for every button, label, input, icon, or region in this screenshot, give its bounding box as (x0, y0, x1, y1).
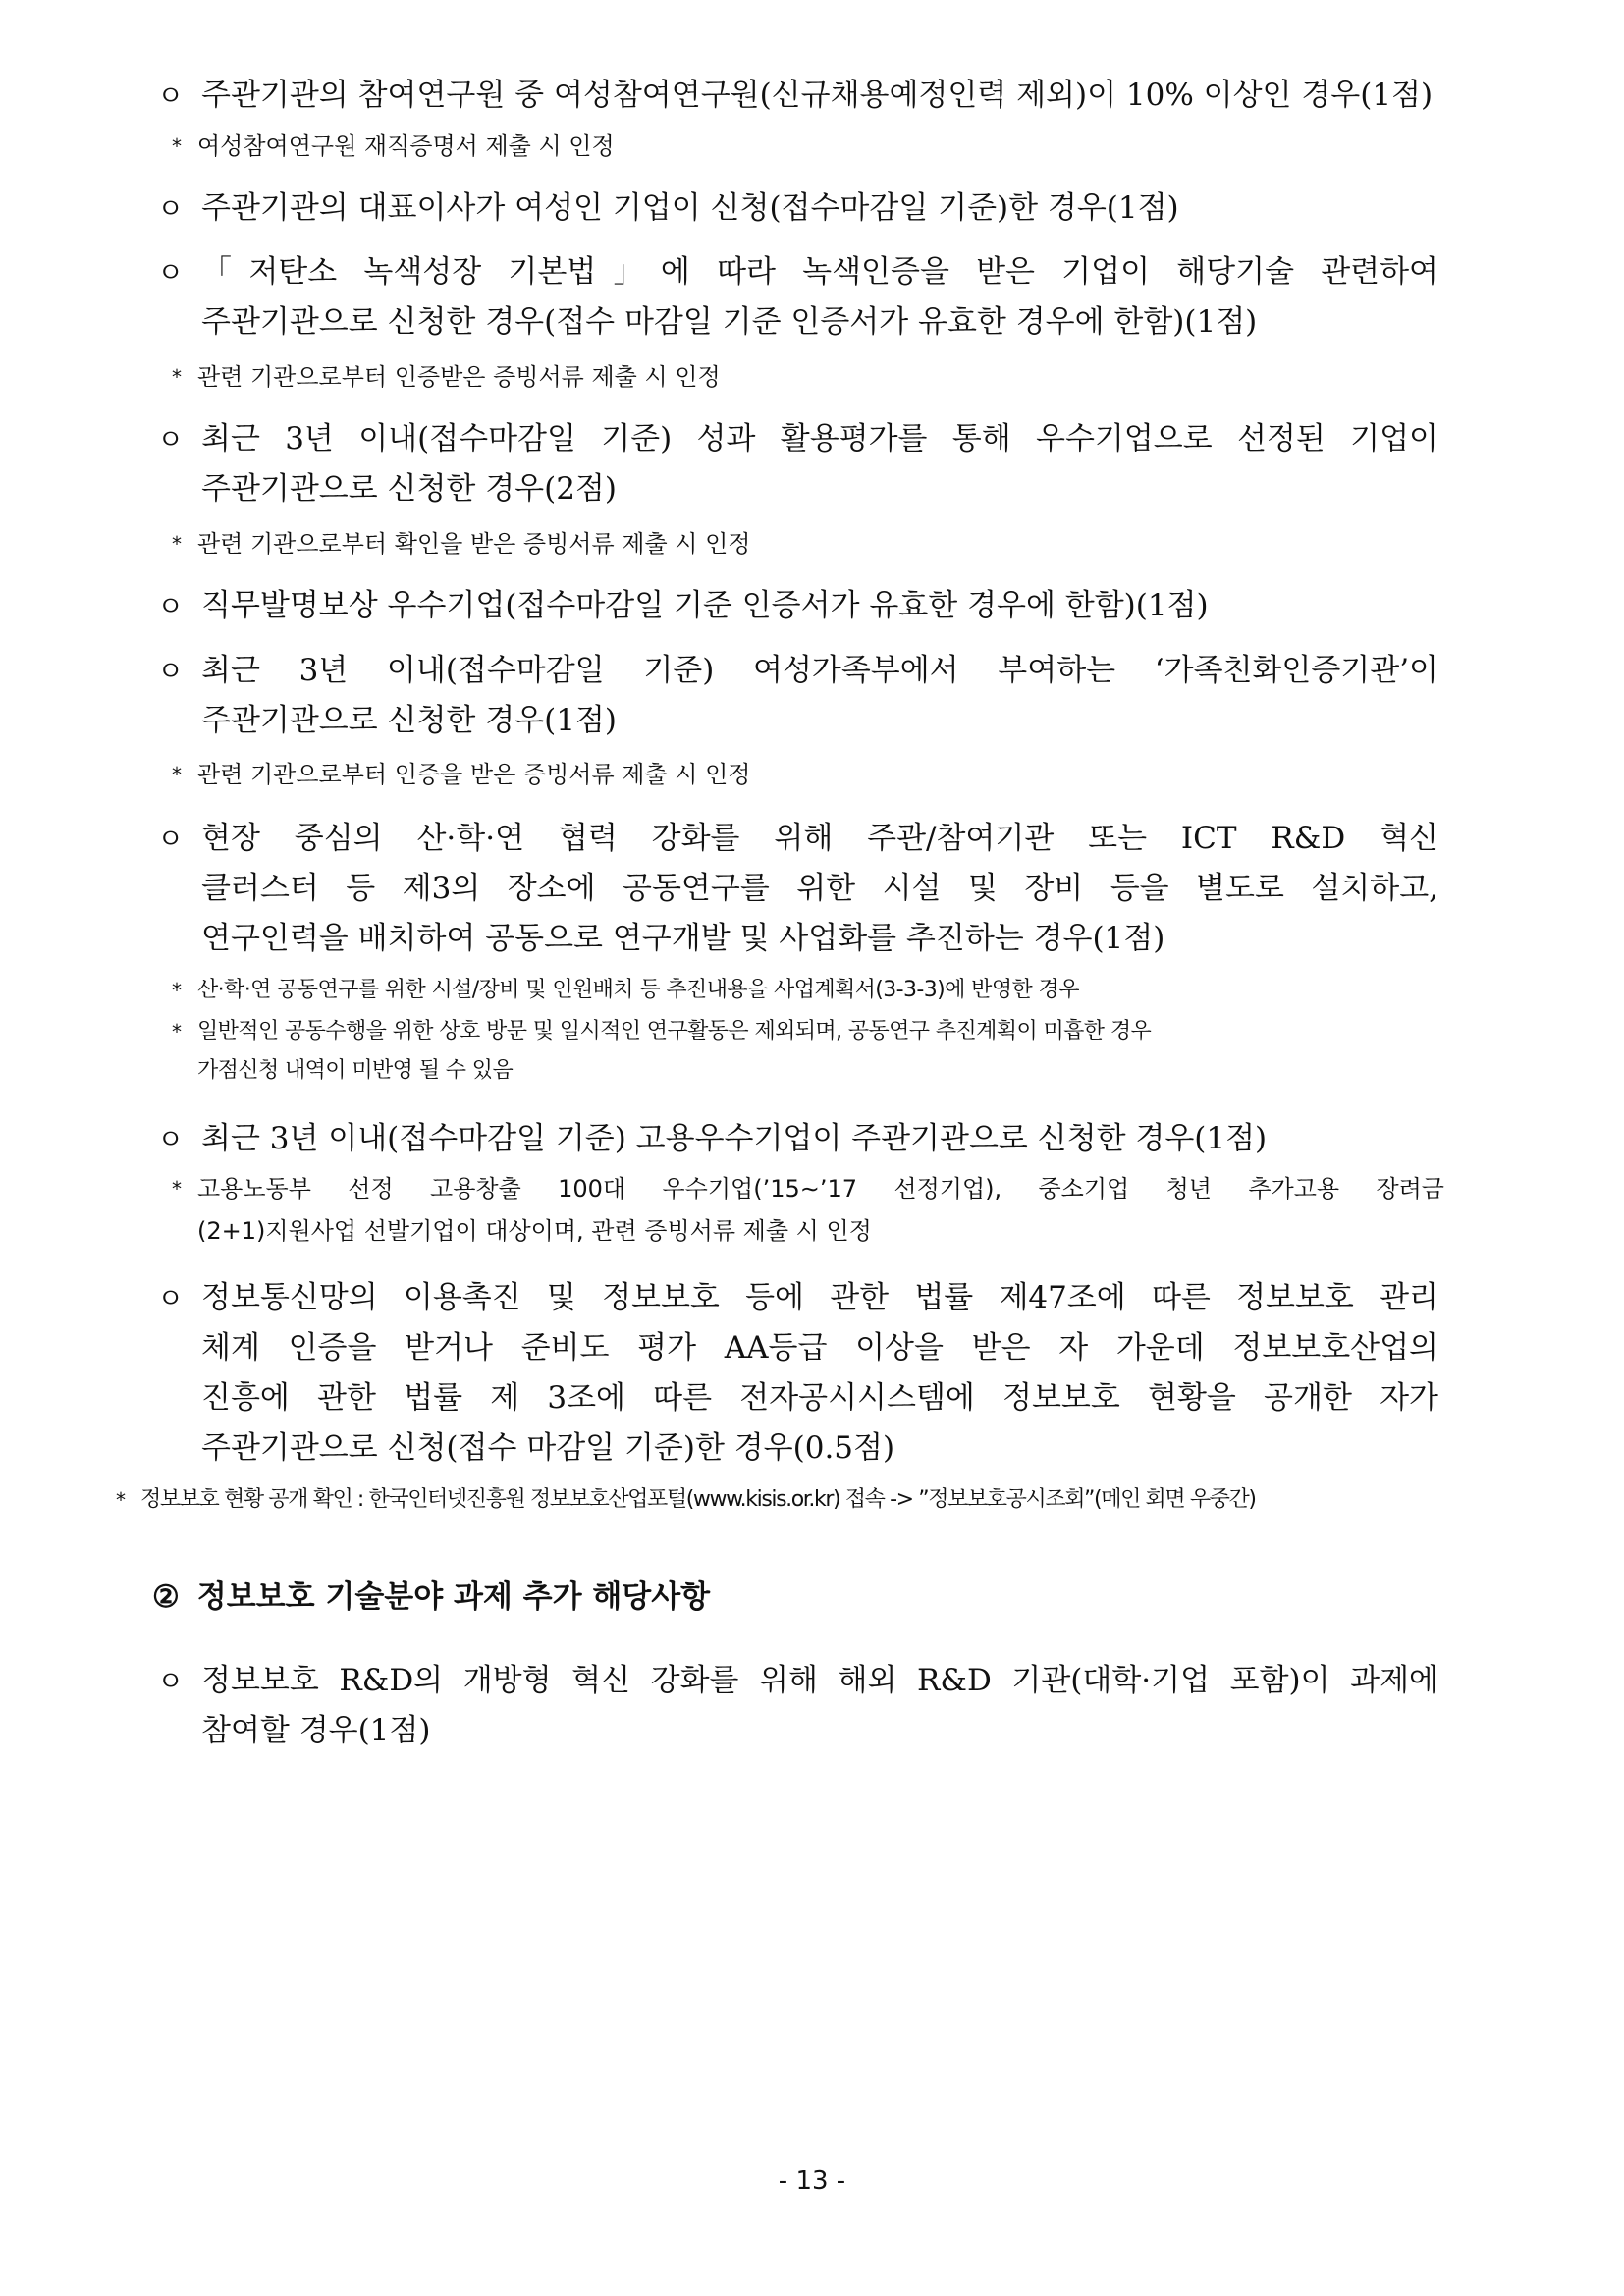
bonus-item-female-researchers (0, 71, 1624, 121)
note-text: 산·학·연 공동연구를 위한 시설/장비 및 인원배치 등 추진내용을 사업계획서(3-3-3)에 반영한 경우 (197, 978, 1079, 1002)
note-performance-evaluation (0, 523, 1624, 565)
asterisk-icon: * (172, 1177, 182, 1201)
asterisk-icon: * (172, 134, 182, 158)
note-cooperation-plan (0, 971, 1624, 1010)
note-text: 관련 기관으로부터 인증을 받은 증빙서류 제출 시 인정 (197, 761, 751, 788)
item-text: 클러스터 등 제3의 장소에 공동연구를 위한 시설 및 장비 등을 별도로 설치하고, (201, 871, 1438, 906)
circle-bullet: ㅇ (157, 1123, 185, 1155)
item-text: 최근 3년 이내(접수마감일 기준) 여성가족부에서 부여하는 ‘가족친화인증기관’이 (201, 653, 1438, 688)
note-text: 여성참여연구원 재직증명서 제출 시 인정 (197, 133, 615, 160)
section-title: 정보보호 기술분야 과제 추가 해당사항 (196, 1579, 711, 1615)
item-text: 주관기관으로 신청한 경우(접수 마감일 기준 인증서가 유효한 경우에 한함)(1점) (201, 304, 1258, 340)
circle-bullet: ㅇ (157, 192, 185, 225)
item-text: 최근 3년 이내(접수마감일 기준) 성과 활용평가를 통해 우수기업으로 선정된 기업이 (201, 421, 1438, 456)
item-text: 체계 인증을 받거나 준비도 평가 AA등급 이상을 받은 자 가운데 정보보호산업의 (201, 1330, 1438, 1365)
bonus-item-information-security-disclosure (0, 1273, 1624, 1473)
item-text: 주관기관으로 신청한 경우(2점) (201, 471, 617, 507)
bonus-item-invention-compensation (0, 581, 1624, 631)
note-text: 정보보호 현황 공개 확인 : 한국인터넷진흥원 정보보호산업포털(www.kisis.or.kr) 접속 -> ”정보보호공시조회”(메인 회면 우중간) (140, 1487, 1256, 1512)
circle-bullet: ㅇ (157, 655, 185, 687)
asterisk-icon: * (116, 1488, 126, 1512)
bonus-item-family-friendly (0, 646, 1624, 746)
item-text: 주관기관으로 신청한 경우(1점) (201, 703, 617, 738)
item-text: 주관기관으로 신청(접수 마감일 기준)한 경우(0.5점) (201, 1430, 895, 1466)
page-number: - 13 - (778, 2166, 846, 2196)
bonus-item-industry-academia-cooperation (0, 814, 1624, 964)
section-number: ② (152, 1579, 180, 1615)
asterisk-icon: * (172, 979, 182, 1002)
asterisk-icon: * (172, 763, 182, 786)
asterisk-icon: * (172, 532, 182, 556)
item-text: 진흥에 관한 법률 제 3조에 따른 전자공시시스템에 정보보호 현황을 공개한 자가 (201, 1380, 1438, 1415)
note-security-disclosure-check (0, 1480, 1624, 1520)
note-text: 고용노동부 선정 고용창출 100대 우수기업(’15∼’17 선정기업), 중소기업 청년 추가고용 장려금 (197, 1175, 1444, 1202)
asterisk-icon: * (172, 365, 182, 389)
item-text: 참여할 경우(1점) (201, 1713, 431, 1748)
circle-bullet: ㅇ (157, 1282, 185, 1314)
circle-bullet: ㅇ (157, 423, 185, 455)
bonus-item-employment-excellence (0, 1114, 1624, 1164)
item-text: 연구인력을 배치하여 공동으로 연구개발 및 사업화를 추진하는 경우(1점) (201, 921, 1165, 956)
note-text: 일반적인 공동수행을 위한 상호 방문 및 일시적인 연구활동은 제외되며, 공동연구 추진계획이 미흡한 경우 (197, 1019, 1152, 1043)
asterisk-icon: * (172, 1020, 182, 1043)
item-text: 현장 중심의 산·학·연 협력 강화를 위해 주관/참여기관 또는 ICT R&D 혁신 (201, 821, 1438, 856)
note-female-researchers (0, 126, 1624, 168)
note-text: 가점신청 내역이 미반영 될 수 있음 (197, 1058, 514, 1083)
bonus-item-female-ceo (0, 184, 1624, 234)
item-text: 주관기관의 참여연구원 중 여성참여연구원(신규채용예정인력 제외)이 10% 이상인 경우(1점) (201, 78, 1434, 113)
circle-bullet: ㅇ (157, 823, 185, 855)
circle-bullet: ㅇ (157, 590, 185, 622)
note-cooperation-exclusion (0, 1012, 1624, 1091)
note-text: 관련 기관으로부터 인증받은 증빙서류 제출 시 인정 (197, 363, 721, 391)
bonus-item-performance-evaluation (0, 414, 1624, 514)
item-text: 정보통신망의 이용촉진 및 정보보호 등에 관한 법률 제47조에 따른 정보보호 관리 (201, 1280, 1438, 1315)
item-text: 「저탄소 녹색성장 기본법」에 따라 녹색인증을 받은 기업이 해당기술 관련하여 (201, 254, 1438, 290)
note-employment-excellence (0, 1168, 1624, 1253)
item-text: 최근 3년 이내(접수마감일 기준) 고용우수기업이 주관기관으로 신청한 경우(1점) (201, 1121, 1268, 1156)
circle-bullet: ㅇ (157, 256, 185, 289)
bonus-item-overseas-rnd (0, 1656, 1624, 1756)
item-text: 주관기관의 대표이사가 여성인 기업이 신청(접수마감일 기준)한 경우(1점) (201, 190, 1179, 226)
section-heading (152, 1573, 710, 1622)
note-green-certification (0, 356, 1624, 399)
item-text: 직무발명보상 우수기업(접수마감일 기준 인증서가 유효한 경우에 한함)(1점) (201, 588, 1209, 623)
bonus-item-green-certification (0, 247, 1624, 347)
note-family-friendly (0, 754, 1624, 796)
item-text: 정보보호 R&D의 개방형 혁신 강화를 위해 해외 R&D 기관(대학·기업 포함)이 과제에 (201, 1663, 1438, 1698)
note-text: (2+1)지원사업 선발기업이 대상이며, 관련 증빙서류 제출 시 인정 (197, 1217, 872, 1245)
circle-bullet: ㅇ (157, 1665, 185, 1697)
circle-bullet: ㅇ (157, 80, 185, 112)
note-text: 관련 기관으로부터 확인을 받은 증빙서류 제출 시 인정 (197, 530, 751, 558)
